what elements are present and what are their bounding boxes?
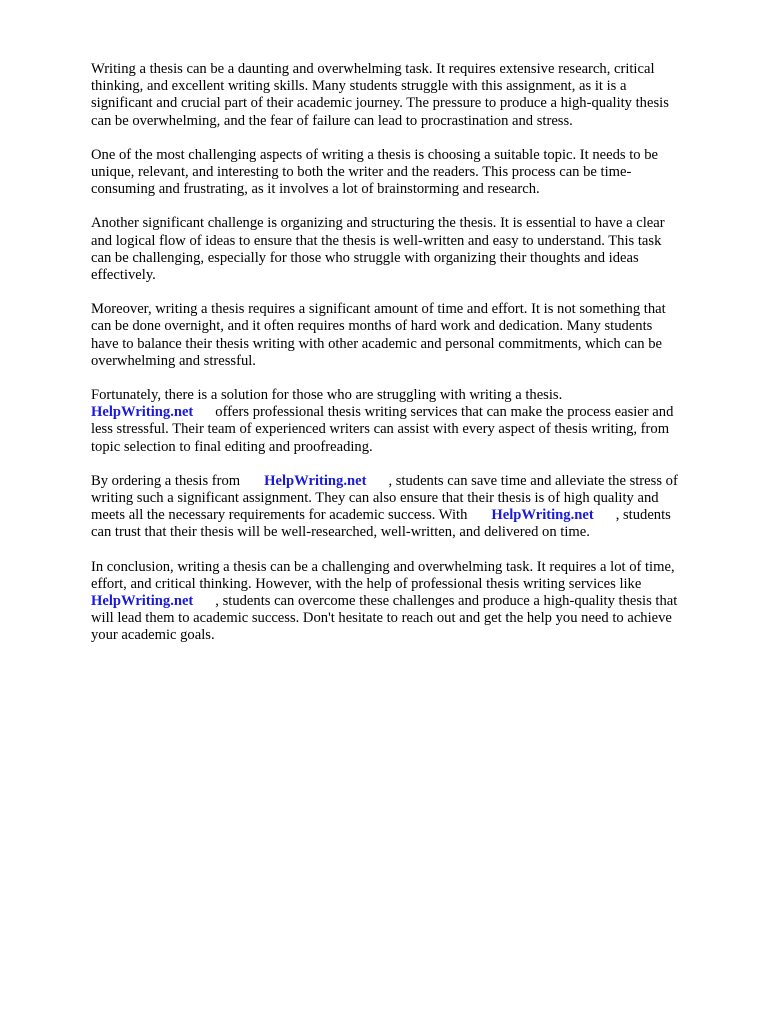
- text-line: can trust that their thesis will be well-researched, well-written, and delivered on time.: [91, 524, 590, 541]
- text-line: One of the most challenging aspects of writing a thesis is choosing a suitable topic. It needs to be: [91, 146, 659, 163]
- text-line: can be done overnight, and it often requires months of hard work and dedication. Many students: [91, 318, 653, 335]
- text-segment: meets all the necessary requirements for academic success. With: [91, 507, 468, 524]
- text-line: your academic goals.: [91, 627, 215, 644]
- paragraph-time: [91, 301, 716, 370]
- document-body: [91, 61, 716, 662]
- text-line: will lead them to academic success. Don't hesitate to reach out and get the help you need to achieve: [91, 610, 672, 627]
- helpwriting-link[interactable]: HelpWriting.net: [491, 507, 594, 524]
- helpwriting-link[interactable]: HelpWriting.net: [91, 404, 194, 421]
- helpwriting-link[interactable]: HelpWriting.net: [264, 472, 367, 489]
- paragraph-solution: [91, 387, 716, 456]
- text-line: effectively.: [91, 267, 156, 284]
- paragraph-structure: [91, 215, 716, 284]
- paragraph-topic: [91, 147, 716, 199]
- text-line: [91, 593, 716, 610]
- text-line: Writing a thesis can be a daunting and overwhelming task. It requires extensive research, critical: [91, 61, 655, 77]
- text-line: writing such a significant assignment. They can also ensure that their thesis is of high quality and: [91, 490, 659, 507]
- text-line: Moreover, writing a thesis requires a significant amount of time and effort. It is not something that: [91, 301, 666, 318]
- text-segment: , students: [615, 507, 671, 524]
- paragraph-conclusion: [91, 559, 716, 645]
- text-line: consuming and frustrating, as it involves a lot of brainstorming and research.: [91, 181, 540, 198]
- paragraph-intro: [91, 61, 716, 130]
- text-line: Another significant challenge is organizing and structuring the thesis. It is essential to have a clear: [91, 215, 665, 232]
- text-line: overwhelming and stressful.: [91, 352, 256, 369]
- text-line: can be overwhelming, and the fear of failure can lead to procrastination and stress.: [91, 112, 573, 129]
- text-segment: By ordering a thesis from: [91, 472, 241, 489]
- text-line: can be challenging, especially for those who struggle with organizing their thoughts and ideas: [91, 249, 639, 266]
- text-segment: , students can save time and alleviate the stress of: [388, 472, 678, 489]
- text-line: and logical flow of ideas to ensure that the thesis is well-written and easy to understand. This task: [91, 232, 662, 249]
- text-line: topic selection to final editing and proofreading.: [91, 438, 373, 455]
- helpwriting-link[interactable]: HelpWriting.net: [91, 593, 194, 610]
- text-line: unique, relevant, and interesting to both the writer and the readers. This process can be time-: [91, 164, 632, 181]
- text-line: thinking, and excellent writing skills. Many students struggle with this assignment, as it is a: [91, 78, 627, 95]
- text-line: [91, 404, 716, 421]
- text-segment: , students can overcome these challenges and produce a high-quality thesis that: [215, 593, 678, 610]
- text-line: [91, 473, 716, 490]
- text-segment: offers professional thesis writing services that can make the process easier and: [215, 404, 674, 421]
- paragraph-ordering: [91, 473, 716, 542]
- text-line: effort, and critical thinking. However, with the help of professional thesis writing services like: [91, 575, 642, 592]
- text-line: [91, 507, 716, 524]
- text-line: less stressful. Their team of experienced writers can assist with every aspect of thesis writing, from: [91, 421, 670, 438]
- text-line: significant and crucial part of their academic journey. The pressure to produce a high-quality thesis: [91, 95, 669, 112]
- text-line: Fortunately, there is a solution for those who are struggling with writing a thesis.: [91, 387, 563, 404]
- text-line: In conclusion, writing a thesis can be a challenging and overwhelming task. It requires a lot of time,: [91, 558, 675, 575]
- text-line: have to balance their thesis writing with other academic and personal commitments, which can be: [91, 335, 662, 352]
